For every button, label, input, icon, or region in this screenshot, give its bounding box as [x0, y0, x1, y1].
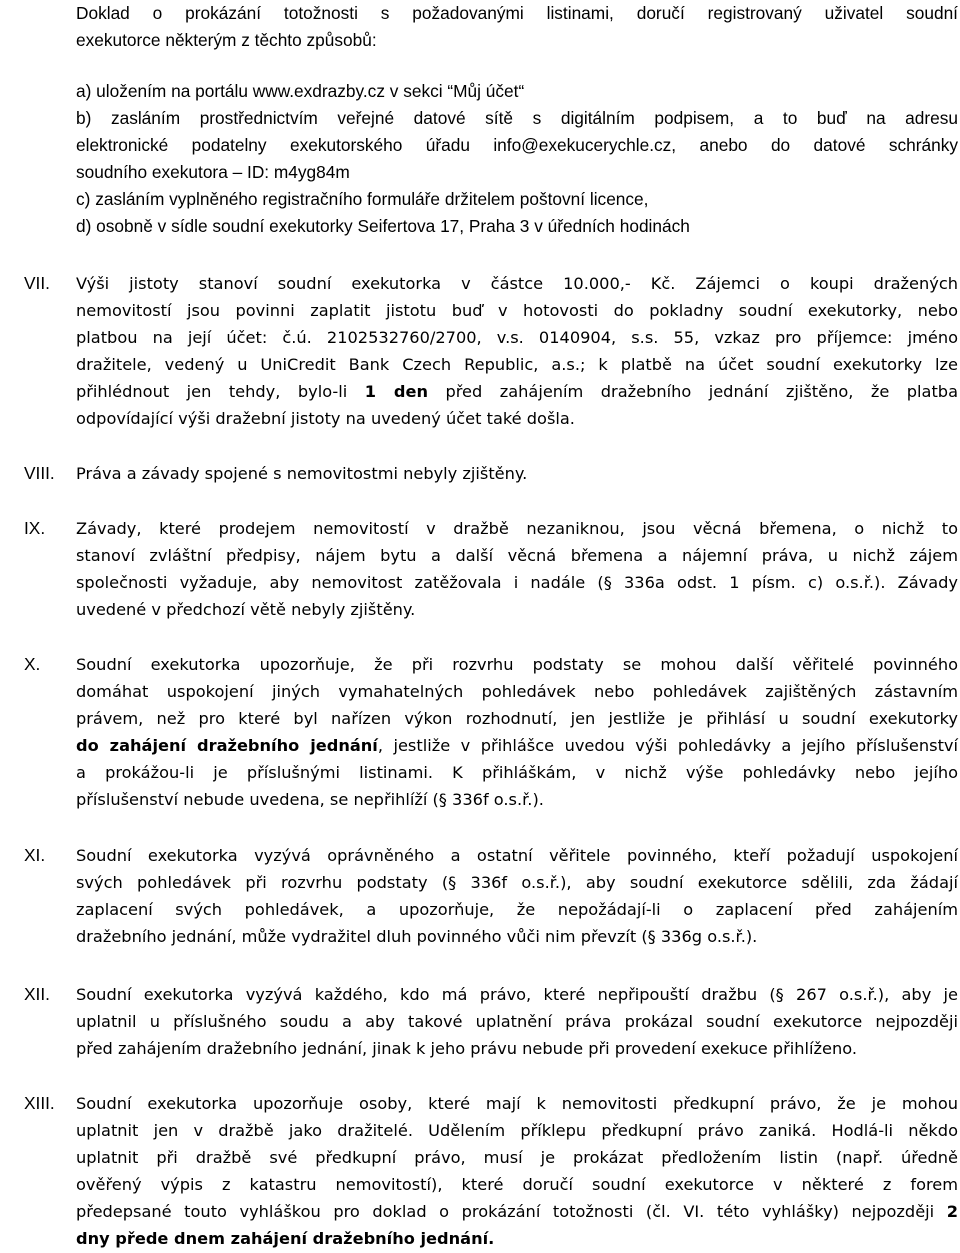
text-run: předepsané touto vyhláškou pro doklad o prokázání totožnosti (čl. VI. této vyhlášky) nejpozději: [76, 1202, 947, 1221]
paragraph-line: Výši jistoty stanoví soudní exekutorka v částce 10.000,- Kč. Zájemci o koupi dražených: [76, 274, 958, 293]
deadline-emphasis: do zahájení dražebního jednání: [76, 736, 378, 755]
paragraph-line: Soudní exekutorka vyzývá oprávněného a ostatní věřitele povinného, kteří požadují uspokojení: [76, 846, 958, 865]
paragraph-line: [76, 732, 958, 759]
intro-line: Doklad o prokázání totožnosti s požadovanými listinami, doručí registrovaný uživatel soudní: [76, 3, 958, 23]
paragraph-line: dražitele, vedený u UniCredit Bank Czech Republic, a.s.; k platbě na účet soudní exekutorky lze: [76, 355, 958, 374]
section-viii: [76, 460, 958, 487]
section-number: IX.: [24, 518, 46, 538]
section-number: XII.: [24, 984, 50, 1004]
method-b: b) zasláním prostřednictvím veřejné datové sítě s digitálním podpisem, a to buď na adresu: [76, 108, 958, 128]
intro-paragraph: [76, 0, 958, 54]
intro-line: exekutorce některým z těchto způsobů:: [76, 30, 377, 50]
paragraph-line: nemovitostí jsou povinni zaplatit jistotu buď v hotovosti do pokladny soudní exekutorky, nebo: [76, 301, 958, 320]
paragraph-line: [76, 1198, 958, 1225]
paragraph-line: domáhat uspokojení jiných vymahatelných pohledávek nebo pohledávek zajištěných zástavním: [76, 682, 958, 701]
paragraph-line: svých pohledávek při rozvrhu podstaty (§ 336f o.s.ř.), aby soudní exekutorce sdělili, zda žádají: [76, 873, 958, 892]
paragraph-line: ověřený výpis z katastru nemovitostí), které doručí soudní exekutorce v některé z forem: [76, 1175, 958, 1194]
delivery-methods: [76, 78, 958, 240]
paragraph-line: Závady, které prodejem nemovitostí v dražbě nezaniknou, jsou věcná břemena, o nichž to: [76, 519, 958, 538]
section-number: VIII.: [24, 463, 55, 483]
text-run: , jestliže v přihlášce uvedou výši pohledávky a jejího příslušenství: [377, 736, 958, 755]
paragraph-line: příslušenství nebude uvedena, se nepřihlíží (§ 336f o.s.ř.).: [76, 790, 544, 809]
method-a: a) uložením na portálu www.exdrazby.cz v sekci “Můj účet“: [76, 81, 525, 101]
paragraph-line: uvedené v předchozí větě nebyly zjištěny.: [76, 600, 416, 619]
paragraph-line: Soudní exekutorka upozorňuje, že při rozvrhu podstaty se mohou další věřitelé povinného: [76, 655, 958, 674]
method-b: elektronické podatelny exekutorského úřadu info@exekucerychle.cz, anebo do datové schránky: [76, 135, 958, 155]
paragraph-line: [76, 1225, 958, 1252]
paragraph-line: uplatnit jen v dražbě jako dražitelé. Udělením příklepu předkupní právo zaniká. Hodlá-li někdo: [76, 1121, 958, 1140]
deadline-emphasis: 2: [946, 1202, 958, 1221]
paragraph-line: uplatnil u příslušného soudu a aby takové uplatnění práva prokázal soudní exekutorce nejpozději: [76, 1012, 958, 1031]
paragraph-line: uplatnit při dražbě své předkupní právo, musí je prokázat předložením listin (např. úředně: [76, 1148, 958, 1167]
section-xii: [76, 981, 958, 1062]
section-vii: [76, 270, 958, 432]
paragraph-line: před zahájením dražebního jednání, jinak k jeho právu nebude při provedení exekuce přihlíženo.: [76, 1039, 857, 1058]
method-b: soudního exekutora – ID: m4yg84m: [76, 162, 350, 182]
deadline-emphasis: dny přede dnem zahájení dražebního jednání.: [76, 1229, 495, 1248]
paragraph-line: Soudní exekutorka upozorňuje osoby, které mají k nemovitosti předkupní právo, že je mohou: [76, 1094, 958, 1113]
section-number: XIII.: [24, 1093, 55, 1113]
paragraph-line: společnosti vyžaduje, aby nemovitost zatěžovala i nadále (§ 336a odst. 1 písm. c) o.s.ř.). Závady: [76, 573, 958, 592]
section-x: [76, 651, 958, 813]
text-run: přihlédnout jen tehdy, bylo-li: [76, 382, 365, 401]
section-ix: [76, 515, 958, 623]
section-number: X.: [24, 654, 41, 674]
paragraph-line: stanoví zvláštní předpisy, nájem bytu a další věcná břemena a nájemní práva, u nichž zájem: [76, 546, 958, 565]
paragraph-line: odpovídající výši dražební jistoty na uvedený účet také došla.: [76, 409, 575, 428]
method-d: d) osobně v sídle soudní exekutorky Seifertova 17, Praha 3 v úředních hodinách: [76, 216, 690, 236]
paragraph-line: Soudní exekutorka vyzývá každého, kdo má právo, které nepřipouští dražbu (§ 267 o.s.ř.), aby je: [76, 985, 958, 1004]
section-xi: [76, 842, 958, 950]
deadline-emphasis: 1 den: [364, 382, 429, 401]
paragraph-line: platbou na její účet: č.ú. 2102532760/2700, v.s. 0140904, s.s. 55, vzkaz pro příjemce: jméno: [76, 328, 958, 347]
text-run: před zahájením dražebního jednání zjištěno, že platba: [428, 382, 958, 401]
paragraph-line: Práva a závady spojené s nemovitostmi nebyly zjištěny.: [76, 464, 528, 483]
method-c: c) zasláním vyplněného registračního formuláře držitelem poštovní licence,: [76, 189, 649, 209]
paragraph-line: [76, 378, 958, 405]
paragraph-line: právem, než pro které byl nařízen výkon rozhodnutí, jen jestliže je přihlásí u soudní exekutorky: [76, 709, 958, 728]
paragraph-line: a prokážou-li je příslušnými listinami. K přihláškám, v nichž výše pohledávky nebo jejího: [76, 763, 958, 782]
paragraph-line: dražebního jednání, může vydražitel dluh povinného vůči nim převzít (§ 336g o.s.ř.).: [76, 927, 758, 946]
section-xiii: [76, 1090, 958, 1252]
section-number: VII.: [24, 273, 50, 293]
section-number: XI.: [24, 845, 46, 865]
paragraph-line: zaplacení svých pohledávek, a upozorňuje, že nepožádají-li o zaplacení před zahájením: [76, 900, 958, 919]
